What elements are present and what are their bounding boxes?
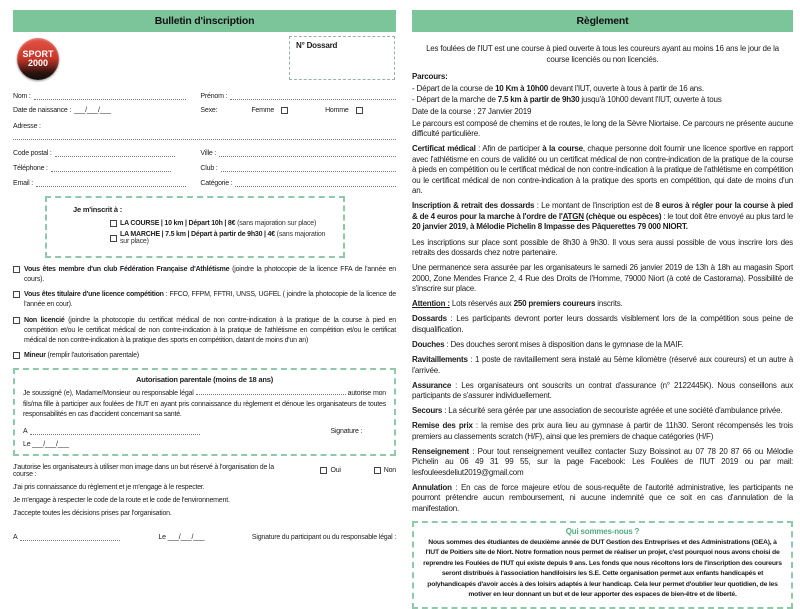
- dossard-label: N° Dossard: [296, 41, 338, 50]
- adresse-input-line: [13, 139, 396, 140]
- field-telephone: Téléphone :: [13, 164, 186, 172]
- categorie-input-line: [235, 179, 396, 187]
- email-input-line: [36, 179, 186, 187]
- ravitaillements-paragraph: Ravitaillements : 1 poste de ravitaillement sera instalé au 5ème kilomètre (réservé aux coureurs) et un autre à l'arrivée.: [412, 354, 793, 375]
- logo-text-line1: SPORT: [22, 49, 54, 59]
- autorisation-parentale-box: [13, 368, 396, 456]
- checkbox-licence-competition[interactable]: [13, 291, 20, 298]
- assurance-paragraph: Assurance : Les organisateurs ont souscrits un contrat d'assurance (n° 2122445K). Nous conseillons aux participants de s'assurer individuellement.: [412, 380, 793, 401]
- ville-input-line: [219, 149, 396, 157]
- inscription-retrait-paragraph: Inscription & retrait des dossards : Le montant de l'inscription est de 8 euros à régler pour la course à pied & de 4 euros pour la marche à l'ordre de l'ATGN (chèque ou espèces) : le tout doit être envoyé au plus tard le 20 janvier 2019, à Mélodie Pichelin 8 Impasse des Pâquerettes 79 000 NIORT.: [412, 201, 793, 232]
- checkbox-non-licencie[interactable]: [13, 317, 20, 324]
- eligibility-mineur: Mineur (remplir l'autorisation parentale): [13, 351, 396, 361]
- final-signature-label: Signature du participant ou du responsable légal :: [251, 533, 396, 541]
- autorisation-title: Autorisation parentale (moins de 18 ans): [135, 375, 274, 385]
- checkbox-homme[interactable]: [356, 107, 363, 114]
- autorisation-lieu-signature-row: A Signature :: [23, 427, 363, 435]
- eligibility-ffa: Vous êtes membre d'un club Fédération Française d'Athlétisme (joindre la photocopie de la licence FFA de l'année en cours).: [13, 265, 396, 285]
- inscription-title: Je m'inscrit à :: [73, 205, 123, 214]
- field-prenom: Prénom :: [200, 92, 396, 100]
- consent-line-reglement: J'ai pris connaissance du règlement et je m'engage à le respecter.: [13, 483, 205, 491]
- autorisation-body: Je soussigné (e), Madame/Monsieur ou responsable légal autorise mon fils/ma fille à participer aux foulées de l'IUT en ayant pris connaissance du règlement et dénoue les organisateurs de toutes responsabilités en cas d'accident concernant sa santé.: [23, 390, 386, 419]
- checkbox-la-marche[interactable]: [110, 235, 117, 242]
- consent-image-row: J'autorise les organisateurs à utiliser mon image dans un but réservé à l'organisation de la course : Oui Non: [13, 463, 396, 478]
- final-date-label: Le ___/___/___: [158, 533, 205, 541]
- field-categorie: Catégorie :: [200, 179, 396, 187]
- prenom-input-line: [230, 92, 396, 100]
- label-femme: Femme: [251, 107, 275, 114]
- qui-sommes-nous-body: Nous sommes des étudiantes de deuxième année de DUT Gestion des Entreprises et des Administrations (GEA), à l'IUT de Poitiers site de Niort. Notre formation nous permet de réaliser un projet, c'est pourquoi nous avons choisi de reprendre les Foulées de l'IUT qui existe depuis 9 ans. Les fonds que nous récoltons lors de l'inscription des coureurs seront distribués à l'association handiloisirs les S.E. Cette organisation permet aux enfants handicapés et polyhandicapés d'avoir accès à des loisirs adaptés à leur handicap. Cela leur permet d'oublier leur quotidien, de les motiver en leur donnant un but et de leur apporter des espaces de bien-être et de liberté.: [423, 538, 782, 599]
- field-adresse: Adresse :: [13, 123, 41, 130]
- inscriptions-sur-place-paragraph: Les inscriptions sur place sont possible de 8h30 à 9h30. Il vous sera aussi possible de vous inscrire lors des retraits des dossards chez notre partenaire.: [412, 237, 793, 258]
- checkbox-oui[interactable]: [320, 467, 327, 474]
- checkbox-la-course[interactable]: [110, 220, 117, 227]
- lieu-input-line: [30, 427, 200, 435]
- parcours-title: Parcours:: [412, 72, 448, 82]
- parcours-marche-line: - Départ de la marche de 7.5 km à partir de 9h30 jusqu'à 10h00 devant l'IUT, ouverte à tous: [412, 95, 722, 105]
- attention-line: Attention : Lots réservés aux 250 premiers coureurs inscrits.: [412, 299, 623, 309]
- field-date-naissance: Date de naissance : ___/___/___: [13, 107, 111, 114]
- responsable-legal-input-line: [196, 388, 346, 395]
- sport2000-logo: [17, 38, 59, 80]
- consent-line-decisions: J'accepte toutes les décisions prises par l'organisation.: [13, 509, 172, 517]
- checkbox-femme[interactable]: [281, 107, 288, 114]
- remise-des-prix-paragraph: Remise des prix : la remise des prix aura lieu au gymnase à partir de 11h30. Seront récompensés les trois premiers au classements scratch (H/F), ainsi que les premiers de chaque catégories (H/F): [412, 421, 793, 441]
- reglement-intro: Les foulées de l'IUT est une course à pied ouverte à tous les coureurs ayant au moins 16 ans le jour de la course licenciés ou non licenciés.: [426, 44, 779, 65]
- qui-sommes-nous-box: [412, 521, 793, 609]
- field-sexe: Sexe: Femme Homme: [200, 107, 396, 114]
- field-club: Club :: [200, 164, 396, 172]
- certificat-medical-paragraph: Certificat médical : Afin de participer à la course, chaque personne doit fournir une licence sportive en rapport avec l'athlétisme en cours de validité ou un certificat médical de non contre-indication de la pratique de la course à pieds en compétition ou le certificat médical de non contre-indication à la pratique de l'athlétisme en compétition ou le certificat médical de non contre-indication à la pratique des sports en compétition, qui date de moins d'un an.: [412, 144, 793, 196]
- field-ville: Ville :: [200, 149, 396, 157]
- signature-label: Signature :: [330, 427, 363, 435]
- permanence-paragraph: Une permanence sera assurée par les organisateurs le samedi 26 janvier 2019 de 13h à 18h au magasin Sport 2000, Zone Mendes France 2, 4 Rue des Droits de l'Homme, 79000 Niort (à coté de Castorama). Possibilité de s'inscrire sur place.: [412, 263, 793, 294]
- checkbox-membre-ffa[interactable]: [13, 266, 20, 273]
- logo-text-line2: 2000: [27, 58, 49, 68]
- consent-section: [13, 464, 396, 517]
- dossards-paragraph: Dossards : Les participants devront porter leurs dossards visiblement lors de la compétition sous peine de disqualification.: [412, 314, 793, 334]
- qui-sommes-nous-title: Qui sommes-nous ?: [565, 526, 640, 536]
- renseignement-paragraph: Renseignement : Pour tout renseignement veuillez contacter Suzy Boissinot au 07 78 20 87 66 ou Mélodie Pichelin au 06 49 31 99 55, sur la page Facebook: Les Foulées de l'IUT 2019 ou par mail: lesfouleesdeliut2019@gmail.com: [412, 446, 793, 477]
- dossard-box: [289, 36, 395, 80]
- nom-input-line: [34, 92, 187, 100]
- parcours-course-line: - Départ de la course de 10 Km à 10h00 devant l'IUT, ouverte à tous à partir de 16 ans.: [412, 83, 704, 93]
- telephone-input-line: [51, 164, 171, 172]
- bulletin-toprow: [13, 36, 396, 92]
- option-la-marche: LA MARCHE | 7.5 km | Départ à partir de 9h30 | 4€ (sans majoration sur place): [107, 231, 335, 245]
- field-nom: Nom :: [13, 92, 186, 100]
- consent-line-code-route: Je m'engage à respecter le code de la route et le code de l'environnement.: [13, 496, 230, 504]
- reglement-header: Règlement: [412, 10, 793, 32]
- eligibility-licence-competition: Vous êtes titulaire d'une licence compétition : FFCO, FFPM, FFTRI, UNSS, UGFEL ( joindre la photocopie de la licence de l'année en cour).: [13, 290, 396, 310]
- date-course-line: Date de la course : 27 Janvier 2019: [412, 107, 532, 117]
- bulletin-header: Bulletin d'inscription: [13, 10, 396, 32]
- reglement-page: [412, 10, 793, 609]
- option-la-course: LA COURSE | 10 km | Départ 10h | 8€ (sans majoration sur place): [107, 220, 335, 227]
- secours-paragraph: Secours : La sécurité sera gérée par une association de secouriste agréée et une société d'ambulance privée.: [412, 406, 783, 416]
- final-signature-row: A Le ___/___/___ Signature du participant ou du responsable légal :: [13, 533, 396, 541]
- date-naissance-value: ___/___/___: [74, 107, 111, 114]
- eligibility-non-licencie: Non licencié (joindre la photocopie du certificat médical de non contre-indication à la pratique de la course à pied en compétition et/ou le certificat médical de non contre-indication à la pratique de l'athlétisme en compétition et/ou le certificat médical de non contre-indication à la pratique des sports en compétition, datant de moins d'un an): [13, 316, 396, 346]
- checkbox-non[interactable]: [374, 467, 381, 474]
- choice-oui: Oui: [317, 467, 340, 474]
- bulletin-page: [13, 10, 396, 541]
- final-lieu-input-line: [20, 533, 120, 541]
- douches-paragraph: Douches : Des douches seront mises à disposition dans le gymnase de la MAIF.: [412, 339, 684, 349]
- checkbox-mineur[interactable]: [13, 352, 20, 359]
- autorisation-date-line: Le ___/___/___: [23, 440, 69, 448]
- label-homme: Homme: [325, 107, 349, 114]
- code-postal-input-line: [55, 149, 175, 157]
- parcours-description: Le parcours est composé de chemins et de routes, le long de la Sèvre Niortaise. Ce parcours ne présente aucune difficulté particulière.: [412, 118, 793, 139]
- field-code-postal: Code postal :: [13, 149, 186, 157]
- club-input-line: [221, 164, 396, 172]
- annulation-paragraph: Annulation : En cas de force majeure et/ou de sous-requête de l'autorité administrative, les participants ne pourront prétendre aucun remboursement, ni aucune indemnité que ce soit en cas d'annulation de la manifestation.: [412, 482, 793, 514]
- inscription-choice-box: [45, 196, 345, 258]
- choice-non: Non: [371, 467, 396, 474]
- field-email: Email :: [13, 179, 186, 187]
